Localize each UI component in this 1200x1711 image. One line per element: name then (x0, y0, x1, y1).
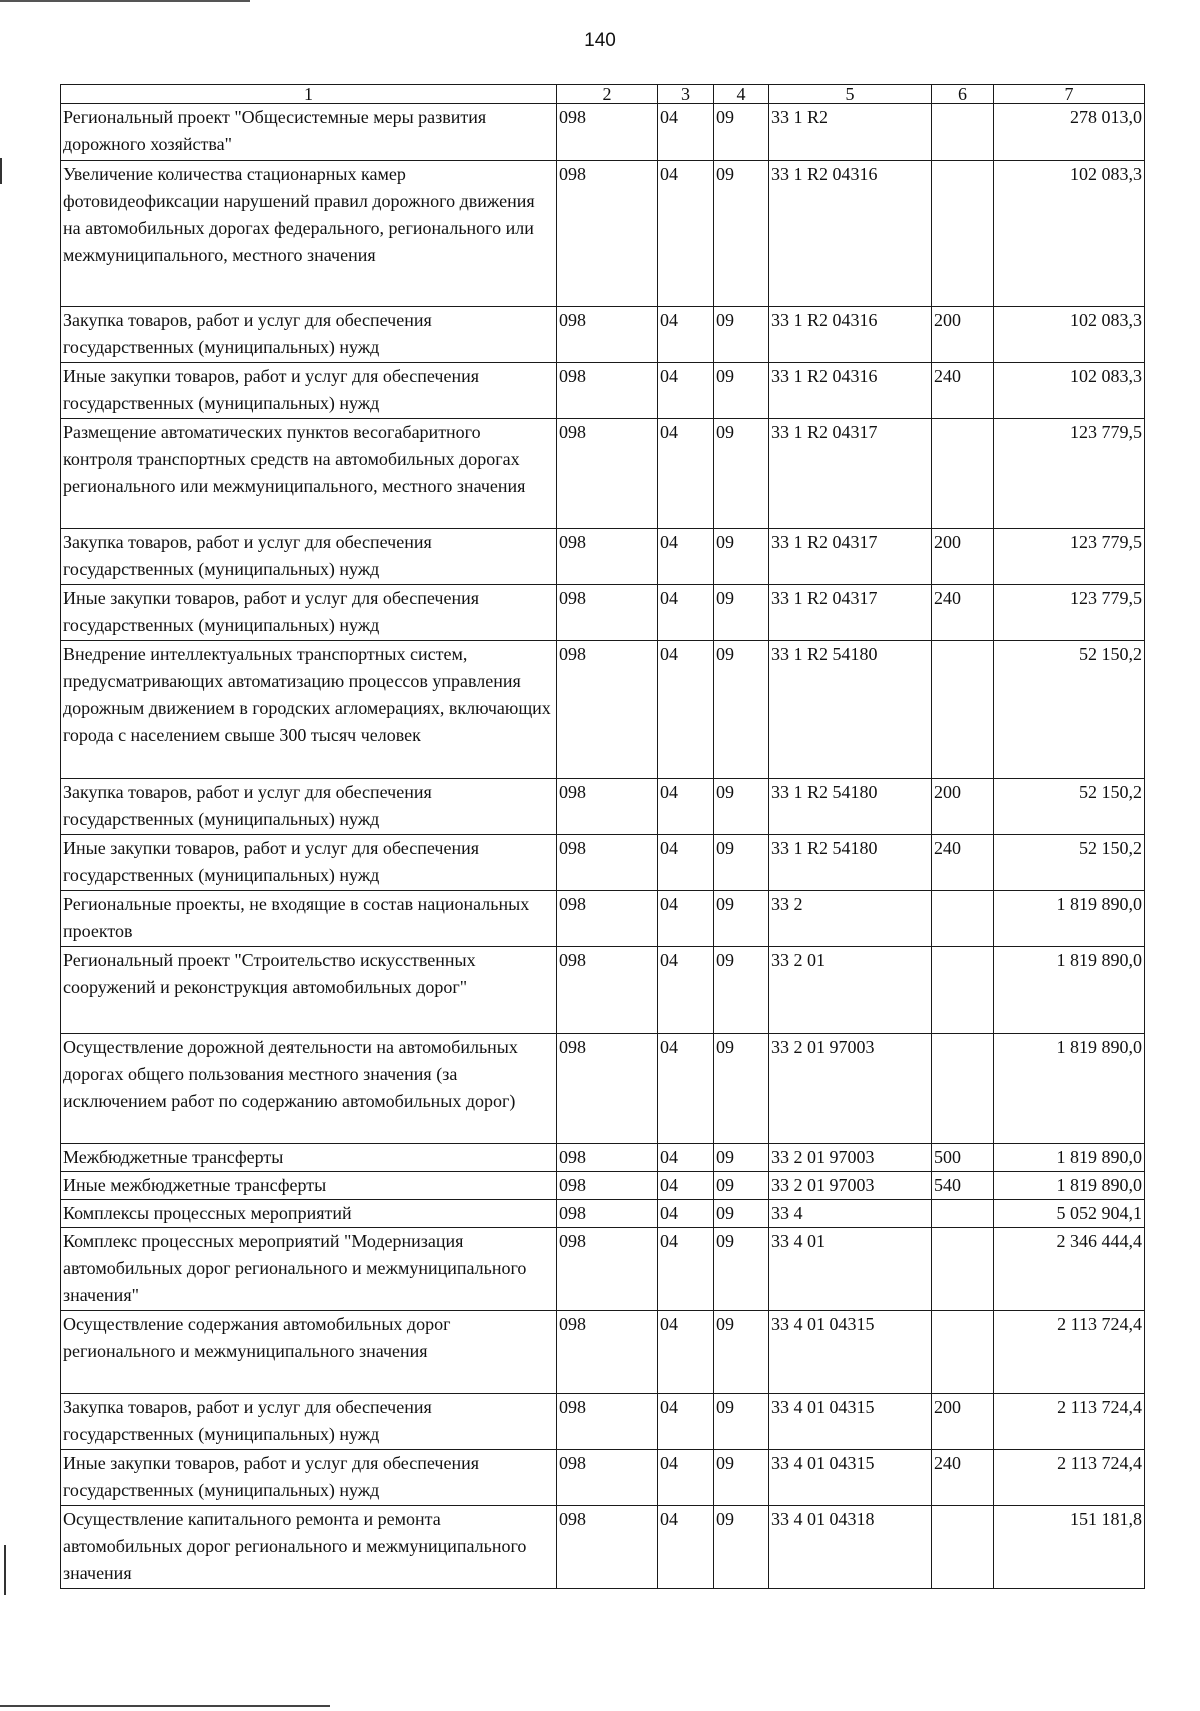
cell-col5: 33 1 R2 04316 (769, 161, 932, 307)
cell-col3: 04 (658, 307, 714, 363)
table-row (61, 641, 1145, 779)
cell-col6 (932, 947, 994, 1034)
page-number: 140 (584, 30, 616, 51)
row-name-cell: Внедрение интеллектуальных транспортных систем, предусматривающих автоматизацию процессов управления дорожным движением в городских агломерациях, включающих города с населением свыше 300 тысяч человек (61, 641, 557, 779)
cell-col2: 098 (557, 1144, 658, 1172)
cell-col4: 09 (714, 307, 769, 363)
column-header: 3 (658, 85, 714, 104)
cell-col4: 09 (714, 1506, 769, 1589)
cell-col6 (932, 419, 994, 529)
cell-col7: 123 779,5 (994, 529, 1145, 585)
cell-col7: 278 013,0 (994, 104, 1145, 161)
cell-col7: 52 150,2 (994, 641, 1145, 779)
cell-col7: 123 779,5 (994, 419, 1145, 529)
column-header: 1 (61, 85, 557, 104)
cell-col4: 09 (714, 779, 769, 835)
cell-col3: 04 (658, 835, 714, 891)
column-header: 6 (932, 85, 994, 104)
cell-col6 (932, 104, 994, 161)
cell-col7: 5 052 904,1 (994, 1200, 1145, 1228)
table-header-row (61, 85, 1145, 104)
cell-col5: 33 4 01 04318 (769, 1506, 932, 1589)
table-row (61, 363, 1145, 419)
scan-edge-line-top (0, 0, 250, 2)
cell-col3: 04 (658, 947, 714, 1034)
table-row (61, 1034, 1145, 1144)
cell-col2: 098 (557, 1506, 658, 1589)
table-row (61, 161, 1145, 307)
cell-col6: 200 (932, 779, 994, 835)
cell-col4: 09 (714, 835, 769, 891)
row-name-cell: Осуществление дорожной деятельности на автомобильных дорогах общего пользования местного значения (за исключением работ по содержанию автомобильных дорог) (61, 1034, 557, 1144)
cell-col5: 33 1 R2 04316 (769, 307, 932, 363)
cell-col2: 098 (557, 947, 658, 1034)
cell-col2: 098 (557, 307, 658, 363)
row-name-cell: Межбюджетные трансферты (61, 1144, 557, 1172)
cell-col6: 200 (932, 307, 994, 363)
cell-col5: 33 1 R2 04316 (769, 363, 932, 419)
cell-col3: 04 (658, 891, 714, 947)
cell-col6: 200 (932, 1394, 994, 1450)
cell-col5: 33 1 R2 54180 (769, 779, 932, 835)
cell-col7: 52 150,2 (994, 835, 1145, 891)
table-row (61, 585, 1145, 641)
cell-col4: 09 (714, 585, 769, 641)
column-header: 2 (557, 85, 658, 104)
scan-edge-mark (4, 1545, 6, 1595)
table-row (61, 947, 1145, 1034)
table-row (61, 307, 1145, 363)
table-row (61, 1450, 1145, 1506)
cell-col3: 04 (658, 1228, 714, 1311)
row-name-cell: Иные закупки товаров, работ и услуг для обеспечения государственных (муниципальных) нужд (61, 363, 557, 419)
cell-col2: 098 (557, 1450, 658, 1506)
cell-col5: 33 1 R2 54180 (769, 835, 932, 891)
row-name-cell: Региональный проект "Общесистемные меры развития дорожного хозяйства" (61, 104, 557, 161)
table-row (61, 1311, 1145, 1394)
cell-col3: 04 (658, 1311, 714, 1394)
cell-col7: 151 181,8 (994, 1506, 1145, 1589)
table-row (61, 1144, 1145, 1172)
cell-col6 (932, 1034, 994, 1144)
table-row (61, 779, 1145, 835)
cell-col3: 04 (658, 585, 714, 641)
cell-col4: 09 (714, 1450, 769, 1506)
row-name-cell: Закупка товаров, работ и услуг для обеспечения государственных (муниципальных) нужд (61, 1394, 557, 1450)
cell-col5: 33 4 01 04315 (769, 1394, 932, 1450)
cell-col5: 33 2 01 97003 (769, 1034, 932, 1144)
cell-col6: 240 (932, 835, 994, 891)
cell-col6 (932, 1506, 994, 1589)
cell-col5: 33 1 R2 04317 (769, 585, 932, 641)
row-name-cell: Иные закупки товаров, работ и услуг для обеспечения государственных (муниципальных) нужд (61, 1450, 557, 1506)
cell-col4: 09 (714, 1034, 769, 1144)
row-name-cell: Закупка товаров, работ и услуг для обеспечения государственных (муниципальных) нужд (61, 307, 557, 363)
cell-col4: 09 (714, 161, 769, 307)
cell-col2: 098 (557, 1034, 658, 1144)
cell-col5: 33 1 R2 54180 (769, 641, 932, 779)
row-name-cell: Комплексы процессных мероприятий (61, 1200, 557, 1228)
row-name-cell: Иные закупки товаров, работ и услуг для обеспечения государственных (муниципальных) нужд (61, 585, 557, 641)
cell-col5: 33 4 01 (769, 1228, 932, 1311)
scan-edge-line-bottom (0, 1705, 330, 1707)
table-row (61, 891, 1145, 947)
cell-col4: 09 (714, 641, 769, 779)
table-row (61, 419, 1145, 529)
cell-col6 (932, 1228, 994, 1311)
table-row (61, 1506, 1145, 1589)
cell-col7: 1 819 890,0 (994, 947, 1145, 1034)
column-header: 4 (714, 85, 769, 104)
cell-col5: 33 2 (769, 891, 932, 947)
cell-col2: 098 (557, 1172, 658, 1200)
cell-col3: 04 (658, 1506, 714, 1589)
cell-col3: 04 (658, 529, 714, 585)
cell-col3: 04 (658, 363, 714, 419)
cell-col7: 52 150,2 (994, 779, 1145, 835)
cell-col4: 09 (714, 529, 769, 585)
row-name-cell: Закупка товаров, работ и услуг для обеспечения государственных (муниципальных) нужд (61, 779, 557, 835)
cell-col6 (932, 1311, 994, 1394)
cell-col3: 04 (658, 161, 714, 307)
cell-col6: 540 (932, 1172, 994, 1200)
cell-col4: 09 (714, 104, 769, 161)
cell-col7: 1 819 890,0 (994, 1144, 1145, 1172)
cell-col2: 098 (557, 104, 658, 161)
cell-col3: 04 (658, 779, 714, 835)
table-row (61, 104, 1145, 161)
cell-col5: 33 1 R2 04317 (769, 529, 932, 585)
cell-col7: 102 083,3 (994, 363, 1145, 419)
cell-col4: 09 (714, 419, 769, 529)
cell-col7: 1 819 890,0 (994, 1034, 1145, 1144)
table-row (61, 1394, 1145, 1450)
row-name-cell: Комплекс процессных мероприятий "Модернизация автомобильных дорог регионального и межмуниципального значения" (61, 1228, 557, 1311)
table-row (61, 529, 1145, 585)
row-name-cell: Размещение автоматических пунктов весогабаритного контроля транспортных средств на автомобильных дорогах регионального или межмуниципального, местного значения (61, 419, 557, 529)
row-name-cell: Закупка товаров, работ и услуг для обеспечения государственных (муниципальных) нужд (61, 529, 557, 585)
cell-col5: 33 2 01 97003 (769, 1144, 932, 1172)
cell-col5: 33 1 R2 (769, 104, 932, 161)
cell-col2: 098 (557, 1311, 658, 1394)
cell-col7: 2 346 444,4 (994, 1228, 1145, 1311)
cell-col7: 102 083,3 (994, 307, 1145, 363)
cell-col7: 1 819 890,0 (994, 891, 1145, 947)
scan-edge-mark (0, 158, 2, 184)
cell-col7: 1 819 890,0 (994, 1172, 1145, 1200)
cell-col3: 04 (658, 1144, 714, 1172)
cell-col2: 098 (557, 779, 658, 835)
cell-col4: 09 (714, 1228, 769, 1311)
row-name-cell: Осуществление содержания автомобильных дорог регионального и межмуниципального значения (61, 1311, 557, 1394)
cell-col4: 09 (714, 947, 769, 1034)
row-name-cell: Иные межбюджетные трансферты (61, 1172, 557, 1200)
cell-col4: 09 (714, 363, 769, 419)
cell-col6: 500 (932, 1144, 994, 1172)
cell-col6 (932, 641, 994, 779)
cell-col6 (932, 1200, 994, 1228)
cell-col2: 098 (557, 363, 658, 419)
cell-col2: 098 (557, 641, 658, 779)
cell-col2: 098 (557, 585, 658, 641)
cell-col2: 098 (557, 529, 658, 585)
cell-col7: 2 113 724,4 (994, 1311, 1145, 1394)
cell-col3: 04 (658, 1450, 714, 1506)
cell-col6: 240 (932, 1450, 994, 1506)
cell-col5: 33 4 01 04315 (769, 1450, 932, 1506)
column-header: 7 (994, 85, 1145, 104)
cell-col6 (932, 891, 994, 947)
cell-col3: 04 (658, 1394, 714, 1450)
table-row (61, 835, 1145, 891)
table-row (61, 1200, 1145, 1228)
cell-col2: 098 (557, 891, 658, 947)
cell-col4: 09 (714, 1144, 769, 1172)
cell-col4: 09 (714, 1311, 769, 1394)
cell-col3: 04 (658, 641, 714, 779)
cell-col6: 200 (932, 529, 994, 585)
cell-col3: 04 (658, 1200, 714, 1228)
cell-col7: 123 779,5 (994, 585, 1145, 641)
row-name-cell: Региональный проект "Строительство искусственных сооружений и реконструкция автомобильных дорог" (61, 947, 557, 1034)
cell-col3: 04 (658, 419, 714, 529)
cell-col2: 098 (557, 835, 658, 891)
cell-col7: 2 113 724,4 (994, 1394, 1145, 1450)
row-name-cell: Увеличение количества стационарных камер фотовидеофиксации нарушений правил дорожного движения на автомобильных дорогах федерального, регионального или межмуниципального, местного значения (61, 161, 557, 307)
table-row (61, 1228, 1145, 1311)
cell-col2: 098 (557, 1200, 658, 1228)
row-name-cell: Иные закупки товаров, работ и услуг для обеспечения государственных (муниципальных) нужд (61, 835, 557, 891)
cell-col6: 240 (932, 363, 994, 419)
cell-col5: 33 2 01 (769, 947, 932, 1034)
cell-col2: 098 (557, 161, 658, 307)
cell-col3: 04 (658, 104, 714, 161)
cell-col6: 240 (932, 585, 994, 641)
cell-col4: 09 (714, 1172, 769, 1200)
cell-col2: 098 (557, 419, 658, 529)
cell-col4: 09 (714, 1394, 769, 1450)
cell-col5: 33 4 (769, 1200, 932, 1228)
cell-col3: 04 (658, 1034, 714, 1144)
cell-col2: 098 (557, 1394, 658, 1450)
cell-col7: 102 083,3 (994, 161, 1145, 307)
column-header: 5 (769, 85, 932, 104)
cell-col4: 09 (714, 1200, 769, 1228)
cell-col5: 33 2 01 97003 (769, 1172, 932, 1200)
cell-col3: 04 (658, 1172, 714, 1200)
cell-col5: 33 4 01 04315 (769, 1311, 932, 1394)
cell-col2: 098 (557, 1228, 658, 1311)
cell-col5: 33 1 R2 04317 (769, 419, 932, 529)
cell-col6 (932, 161, 994, 307)
row-name-cell: Региональные проекты, не входящие в состав национальных проектов (61, 891, 557, 947)
table-row (61, 1172, 1145, 1200)
budget-table (60, 84, 1145, 1589)
cell-col4: 09 (714, 891, 769, 947)
cell-col7: 2 113 724,4 (994, 1450, 1145, 1506)
row-name-cell: Осуществление капитального ремонта и ремонта автомобильных дорог регионального и межмуниципального значения (61, 1506, 557, 1589)
